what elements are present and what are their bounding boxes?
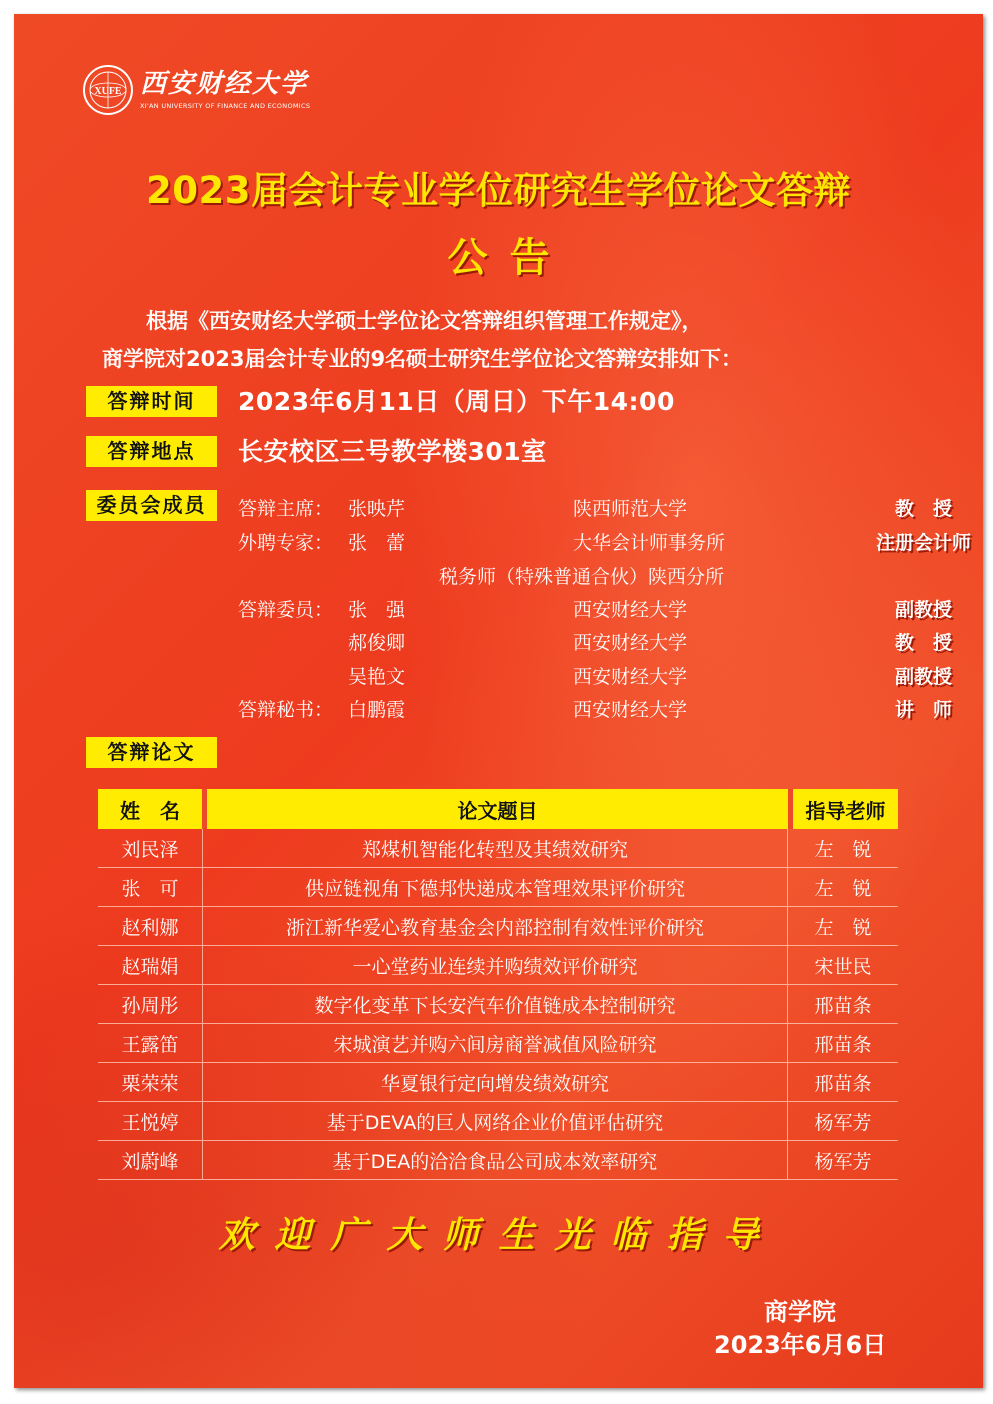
committee-label: 委员会成员 xyxy=(86,490,217,521)
place-label: 答辩地点 xyxy=(86,436,217,467)
thesis-title: 基于DEA的洽洽食品公司成本效率研究 xyxy=(202,1141,788,1180)
committee-role: 答辩秘书： xyxy=(238,699,334,721)
table-row xyxy=(98,1024,898,1063)
committee-role: 外聘专家： xyxy=(238,532,334,554)
advisor-name: 左 锐 xyxy=(788,829,898,868)
intro-line-2: 商学院对2023届会计专业的9名硕士研究生学位论文答辩安排如下： xyxy=(102,347,743,371)
table-row xyxy=(98,907,898,946)
advisor-name: 邢苗条 xyxy=(788,1024,898,1063)
committee-member-name: 吴艳文 xyxy=(348,666,406,688)
advisor-name: 左 锐 xyxy=(788,868,898,907)
committee-member-title: 注册会计师 xyxy=(875,532,971,554)
student-name: 王露笛 xyxy=(98,1024,202,1063)
advisor-name: 左 锐 xyxy=(788,907,898,946)
committee-role: 答辩主席： xyxy=(238,498,334,520)
advisor-name: 杨军芳 xyxy=(788,1102,898,1141)
university-name-en: XI'AN UNIVERSITY OF FINANCE AND ECONOMICS xyxy=(140,102,311,110)
committee-member-name: 张 蕾 xyxy=(348,532,406,554)
student-name: 刘蔚峰 xyxy=(98,1141,202,1180)
place-value: 长安校区三号教学楼301室 xyxy=(238,437,547,466)
thesis-title: 华夏银行定向增发绩效研究 xyxy=(202,1063,788,1102)
advisor-name: 邢苗条 xyxy=(788,1063,898,1102)
seal-text: XUFE xyxy=(94,86,122,97)
committee-member-title: 讲 师 xyxy=(894,699,952,721)
announcement-poster xyxy=(14,14,983,1388)
advisor-name: 邢苗条 xyxy=(788,985,898,1024)
table-row xyxy=(98,946,898,985)
table-row xyxy=(98,1063,898,1102)
table-row xyxy=(98,985,898,1024)
student-name: 王悦婷 xyxy=(98,1102,202,1141)
thesis-title: 供应链视角下德邦快递成本管理效果评价研究 xyxy=(202,868,788,907)
thesis-title: 一心堂药业连续并购绩效评价研究 xyxy=(202,946,788,985)
committee-member-name: 郝俊卿 xyxy=(348,632,406,654)
thesis-label: 答辩论文 xyxy=(86,737,217,768)
table-row xyxy=(98,868,898,907)
table-row xyxy=(98,1102,898,1141)
committee-member-name: 张 强 xyxy=(348,599,406,621)
committee-member-unit: 西安财经大学 xyxy=(573,632,688,654)
column-header-title: 论文题目 xyxy=(202,789,788,829)
announcement-title: 2023届会计专业学位研究生学位论文答辩 xyxy=(146,169,851,212)
time-value: 2023年6月11日（周日）下午14:00 xyxy=(238,387,675,416)
advisor-name: 杨军芳 xyxy=(788,1141,898,1180)
university-seal-icon xyxy=(82,64,134,116)
column-header-advisor: 指导老师 xyxy=(788,789,898,829)
issue-date: 2023年6月6日 xyxy=(714,1331,887,1359)
committee-member-unit: 大华会计师事务所 xyxy=(573,532,726,554)
committee-member-title: 副教授 xyxy=(894,666,952,688)
committee-member-unit: 西安财经大学 xyxy=(573,599,688,621)
committee-member-title: 教 授 xyxy=(894,498,952,520)
committee-member-unit: 陕西师范大学 xyxy=(573,498,688,520)
table-row xyxy=(98,1141,898,1180)
column-header-name: 姓 名 xyxy=(98,789,202,829)
committee-member-unit-continued: 税务师（特殊普通合伙）陕西分所 xyxy=(439,566,725,588)
thesis-title: 宋城演艺并购六间房商誉减值风险研究 xyxy=(202,1024,788,1063)
committee-member-title: 副教授 xyxy=(894,599,952,621)
student-name: 赵利娜 xyxy=(98,907,202,946)
student-name: 栗荣荣 xyxy=(98,1063,202,1102)
issuer-name: 商学院 xyxy=(764,1298,836,1326)
thesis-title: 郑煤机智能化转型及其绩效研究 xyxy=(202,829,788,868)
welcome-slogan: 欢迎广大师生光临指导 xyxy=(218,1214,779,1256)
committee-role: 答辩委员： xyxy=(238,599,334,621)
advisor-name: 宋世民 xyxy=(788,946,898,985)
student-name: 赵瑞娟 xyxy=(98,946,202,985)
time-label: 答辩时间 xyxy=(86,386,217,417)
university-logo xyxy=(82,64,310,116)
thesis-title: 数字化变革下长安汽车价值链成本控制研究 xyxy=(202,985,788,1024)
student-name: 刘民泽 xyxy=(98,829,202,868)
thesis-title: 基于DEVA的巨人网络企业价值评估研究 xyxy=(202,1102,788,1141)
committee-member-title: 教 授 xyxy=(894,632,952,654)
intro-line-1: 根据《西安财经大学硕士学位论文答辩组织管理工作规定》， xyxy=(146,309,703,333)
thesis-table xyxy=(98,789,898,1180)
student-name: 张 可 xyxy=(98,868,202,907)
committee-member-unit: 西安财经大学 xyxy=(573,699,688,721)
announcement-subtitle: 公告 xyxy=(447,235,572,281)
committee-member-name: 张映芹 xyxy=(348,498,406,520)
table-row xyxy=(98,829,898,868)
thesis-title: 浙江新华爱心教育基金会内部控制有效性评价研究 xyxy=(202,907,788,946)
student-name: 孙周彤 xyxy=(98,985,202,1024)
thesis-table-header xyxy=(98,789,898,829)
committee-member-name: 白鹏霞 xyxy=(348,699,406,721)
university-name: 西安财经大学 xyxy=(140,69,309,99)
committee-member-unit: 西安财经大学 xyxy=(573,666,688,688)
